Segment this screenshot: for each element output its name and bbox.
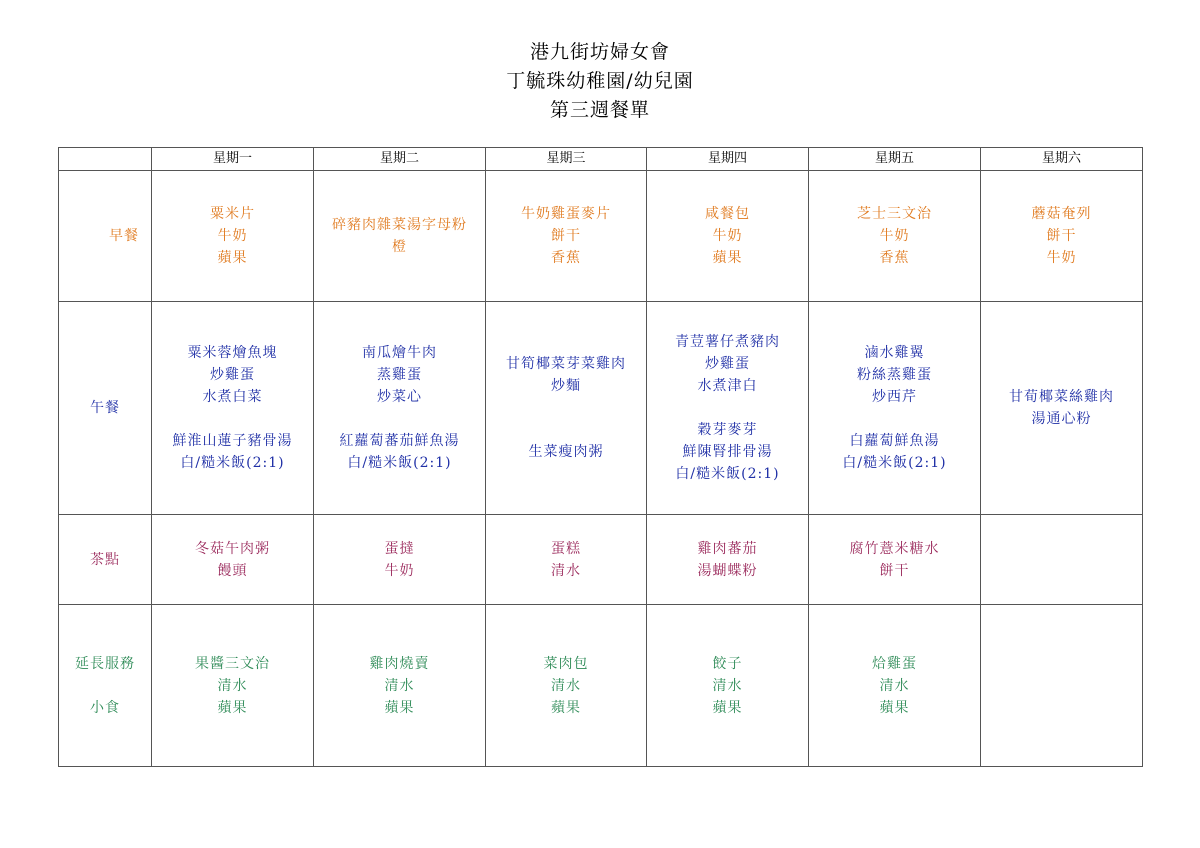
menu-cell: 碎豬肉雜菜湯字母粉 橙 [314, 171, 486, 302]
school-name: 丁毓珠幼稚園/幼兒園 [506, 70, 694, 92]
extended-service-row [59, 605, 1143, 767]
menu-cell: 咸餐包 牛奶 蘋果 [647, 171, 809, 302]
row-label-extended-line1: 延長服務 [75, 655, 135, 672]
row-label-lunch: 午餐 [59, 302, 152, 515]
breakfast-row [59, 171, 1143, 302]
weekly-menu-table [58, 147, 1143, 767]
day-header: 星期五 [809, 148, 981, 171]
menu-cell: 蛋糕 清水 [486, 515, 647, 605]
row-label-extended [59, 605, 152, 767]
row-label-breakfast: 早餐 [59, 171, 152, 302]
menu-cell: 蛋撻 牛奶 [314, 515, 486, 605]
org-name: 港九街坊婦女會 [529, 41, 670, 63]
menu-cell: 芝士三文治 牛奶 香蕉 [809, 171, 981, 302]
menu-cell: 冬菇午肉粥 饅頭 [152, 515, 314, 605]
menu-cell: 甘荀椰菜絲雞肉 湯通心粉 [981, 302, 1143, 515]
lunch-row [59, 302, 1143, 515]
menu-cell: 蘑菇奄列 餅干 牛奶 [981, 171, 1143, 302]
row-label-extended-line2: 小食 [90, 699, 120, 716]
day-header: 星期二 [314, 148, 486, 171]
tea-row [59, 515, 1143, 605]
menu-cell: 牛奶雞蛋麥片 餅干 香蕉 [486, 171, 647, 302]
row-label-tea: 茶點 [59, 515, 152, 605]
corner-cell [59, 148, 152, 171]
day-header: 星期一 [152, 148, 314, 171]
day-header: 星期四 [647, 148, 809, 171]
menu-cell: 甘筍椰菜芽菜雞肉 炒麵 生菜瘦肉粥 [486, 302, 647, 515]
menu-cell: 果醬三文治 清水 蘋果 [152, 605, 314, 767]
menu-cell: 青荳薯仔煮豬肉 炒雞蛋 水煮津白 穀芽麥芽 鮮陳腎排骨湯 白/糙米飯(2:1) [647, 302, 809, 515]
day-header-row [59, 148, 1143, 171]
menu-cell [981, 515, 1143, 605]
day-header: 星期三 [486, 148, 647, 171]
menu-header [0, 38, 1200, 125]
menu-cell: 烚雞蛋 清水 蘋果 [809, 605, 981, 767]
menu-cell: 菜肉包 清水 蘋果 [486, 605, 647, 767]
menu-cell: 雞肉燒賣 清水 蘋果 [314, 605, 486, 767]
day-header: 星期六 [981, 148, 1143, 171]
menu-cell: 粟米蓉燴魚塊 炒雞蛋 水煮白菜 鮮淮山蓮子豬骨湯 白/糙米飯(2:1) [152, 302, 314, 515]
menu-cell: 滷水雞翼 粉絲蒸雞蛋 炒西芹 白蘿蔔鮮魚湯 白/糙米飯(2:1) [809, 302, 981, 515]
menu-cell: 雞肉蕃茄 湯蝴蝶粉 [647, 515, 809, 605]
menu-cell [981, 605, 1143, 767]
menu-cell: 粟米片 牛奶 蘋果 [152, 171, 314, 302]
menu-cell: 南瓜燴牛肉 蒸雞蛋 炒菜心 紅蘿蔔蕃茄鮮魚湯 白/糙米飯(2:1) [314, 302, 486, 515]
menu-title: 第三週餐單 [549, 99, 650, 121]
menu-cell: 餃子 清水 蘋果 [647, 605, 809, 767]
menu-cell: 腐竹薏米糖水 餅干 [809, 515, 981, 605]
label-spacer [59, 675, 151, 697]
